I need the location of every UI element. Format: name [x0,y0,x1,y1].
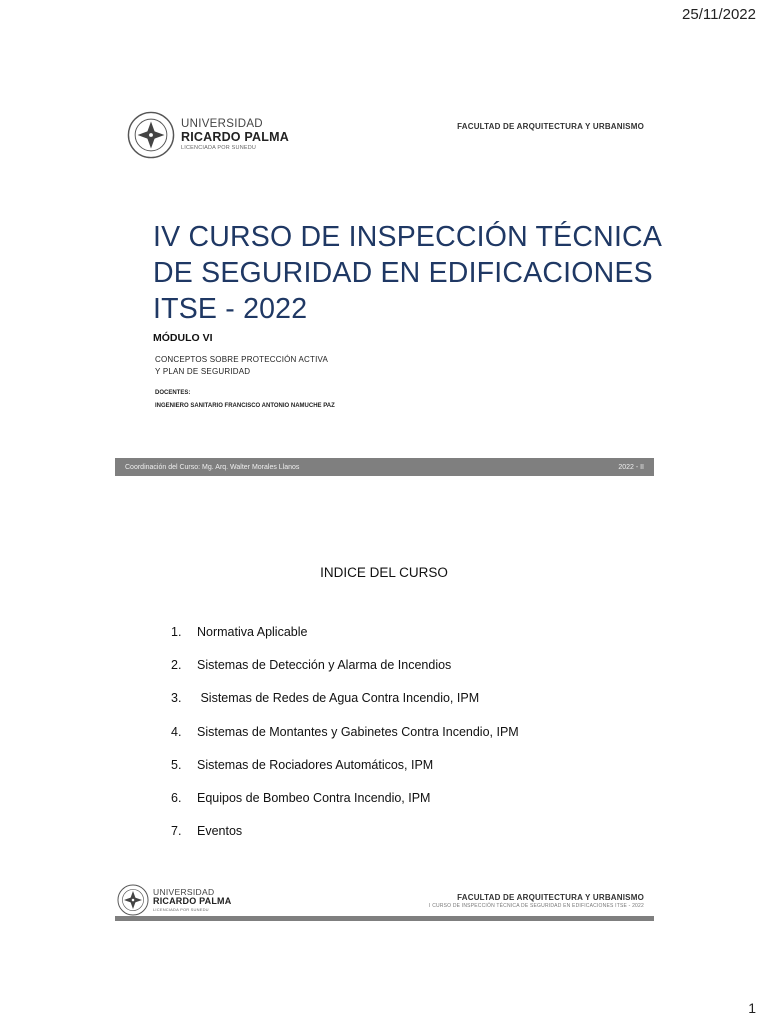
university-seal-icon [127,111,175,159]
list-item [171,625,519,658]
item-text: Sistemas de Detección y Alarma de Incendios [197,658,452,673]
list-item [171,658,519,691]
item-text: Eventos [197,824,243,839]
title-line: ITSE - 2022 [153,293,308,325]
logo-line-2: RICARDO PALMA [153,896,232,907]
logo-line-3: LICENCIADA POR SUNEDU [181,144,257,151]
item-number: 5. [171,757,182,772]
list-item [171,691,519,724]
semester-text: 2022 - II [618,463,644,471]
faculty-header: FACULTAD DE ARQUITECTURA Y URBANISMO [457,122,644,131]
faculty-footer: FACULTAD DE ARQUITECTURA Y URBANISMO [457,893,644,902]
list-item [171,824,519,857]
item-number: 7. [171,824,182,839]
list-item [171,791,519,824]
module-topic [155,354,328,377]
docentes-label: DOCENTES: [155,390,191,396]
logo-line-3: LICENCIADA POR SUNEDU [153,907,209,913]
topic-line: Y PLAN DE SEGURIDAD [155,366,251,376]
item-number: 4. [171,724,182,739]
list-item [171,758,519,791]
logo-line-1: UNIVERSIDAD [153,886,215,897]
print-date: 25/11/2022 [682,6,756,23]
item-number: 6. [171,790,182,805]
item-number: 2. [171,658,182,673]
page-number: 1 [748,1000,756,1016]
index-list [171,625,519,857]
item-text: Equipos de Bombeo Contra Incendio, IPM [197,790,431,805]
university-seal-icon [117,884,149,916]
item-text: Sistemas de Rociadores Automáticos, IPM [197,757,434,772]
university-logo [127,111,289,159]
item-number: 1. [171,625,182,639]
logo-line-1: UNIVERSIDAD [181,117,263,130]
topic-line: CONCEPTOS SOBRE PROTECCIÓN ACTIVA [155,355,328,364]
index-heading: INDICE DEL CURSO [320,565,448,580]
item-number: 3. [171,691,182,706]
docente-name: INGENIERO SANITARIO FRANCISCO ANTONIO NAMUCHE PAZ [155,403,335,409]
title-line: DE SEGURIDAD EN EDIFICACIONES [153,257,653,289]
logo-line-2: RICARDO PALMA [181,130,289,145]
footer-divider [115,916,654,921]
university-logo-small [117,884,231,916]
coordination-text: Coordinación del Curso: Mg. Arq. Walter Morales Llanos [125,463,300,471]
slide-footer-bar [115,458,654,476]
course-footer-subtitle: I CURSO DE INSPECCIÓN TÉCNICA DE SEGURIDAD EN EDIFICACIONES ITSE - 2022 [429,903,644,909]
list-item [171,725,519,758]
item-text: Sistemas de Redes de Agua Contra Incendio, IPM [197,691,480,706]
item-text: Sistemas de Montantes y Gabinetes Contra Incendio, IPM [197,724,519,739]
item-text: Normativa Aplicable [197,625,308,639]
title-line: IV CURSO DE INSPECCIÓN TÉCNICA [153,221,663,253]
module-label: MÓDULO VI [153,332,213,344]
course-title [153,219,663,327]
